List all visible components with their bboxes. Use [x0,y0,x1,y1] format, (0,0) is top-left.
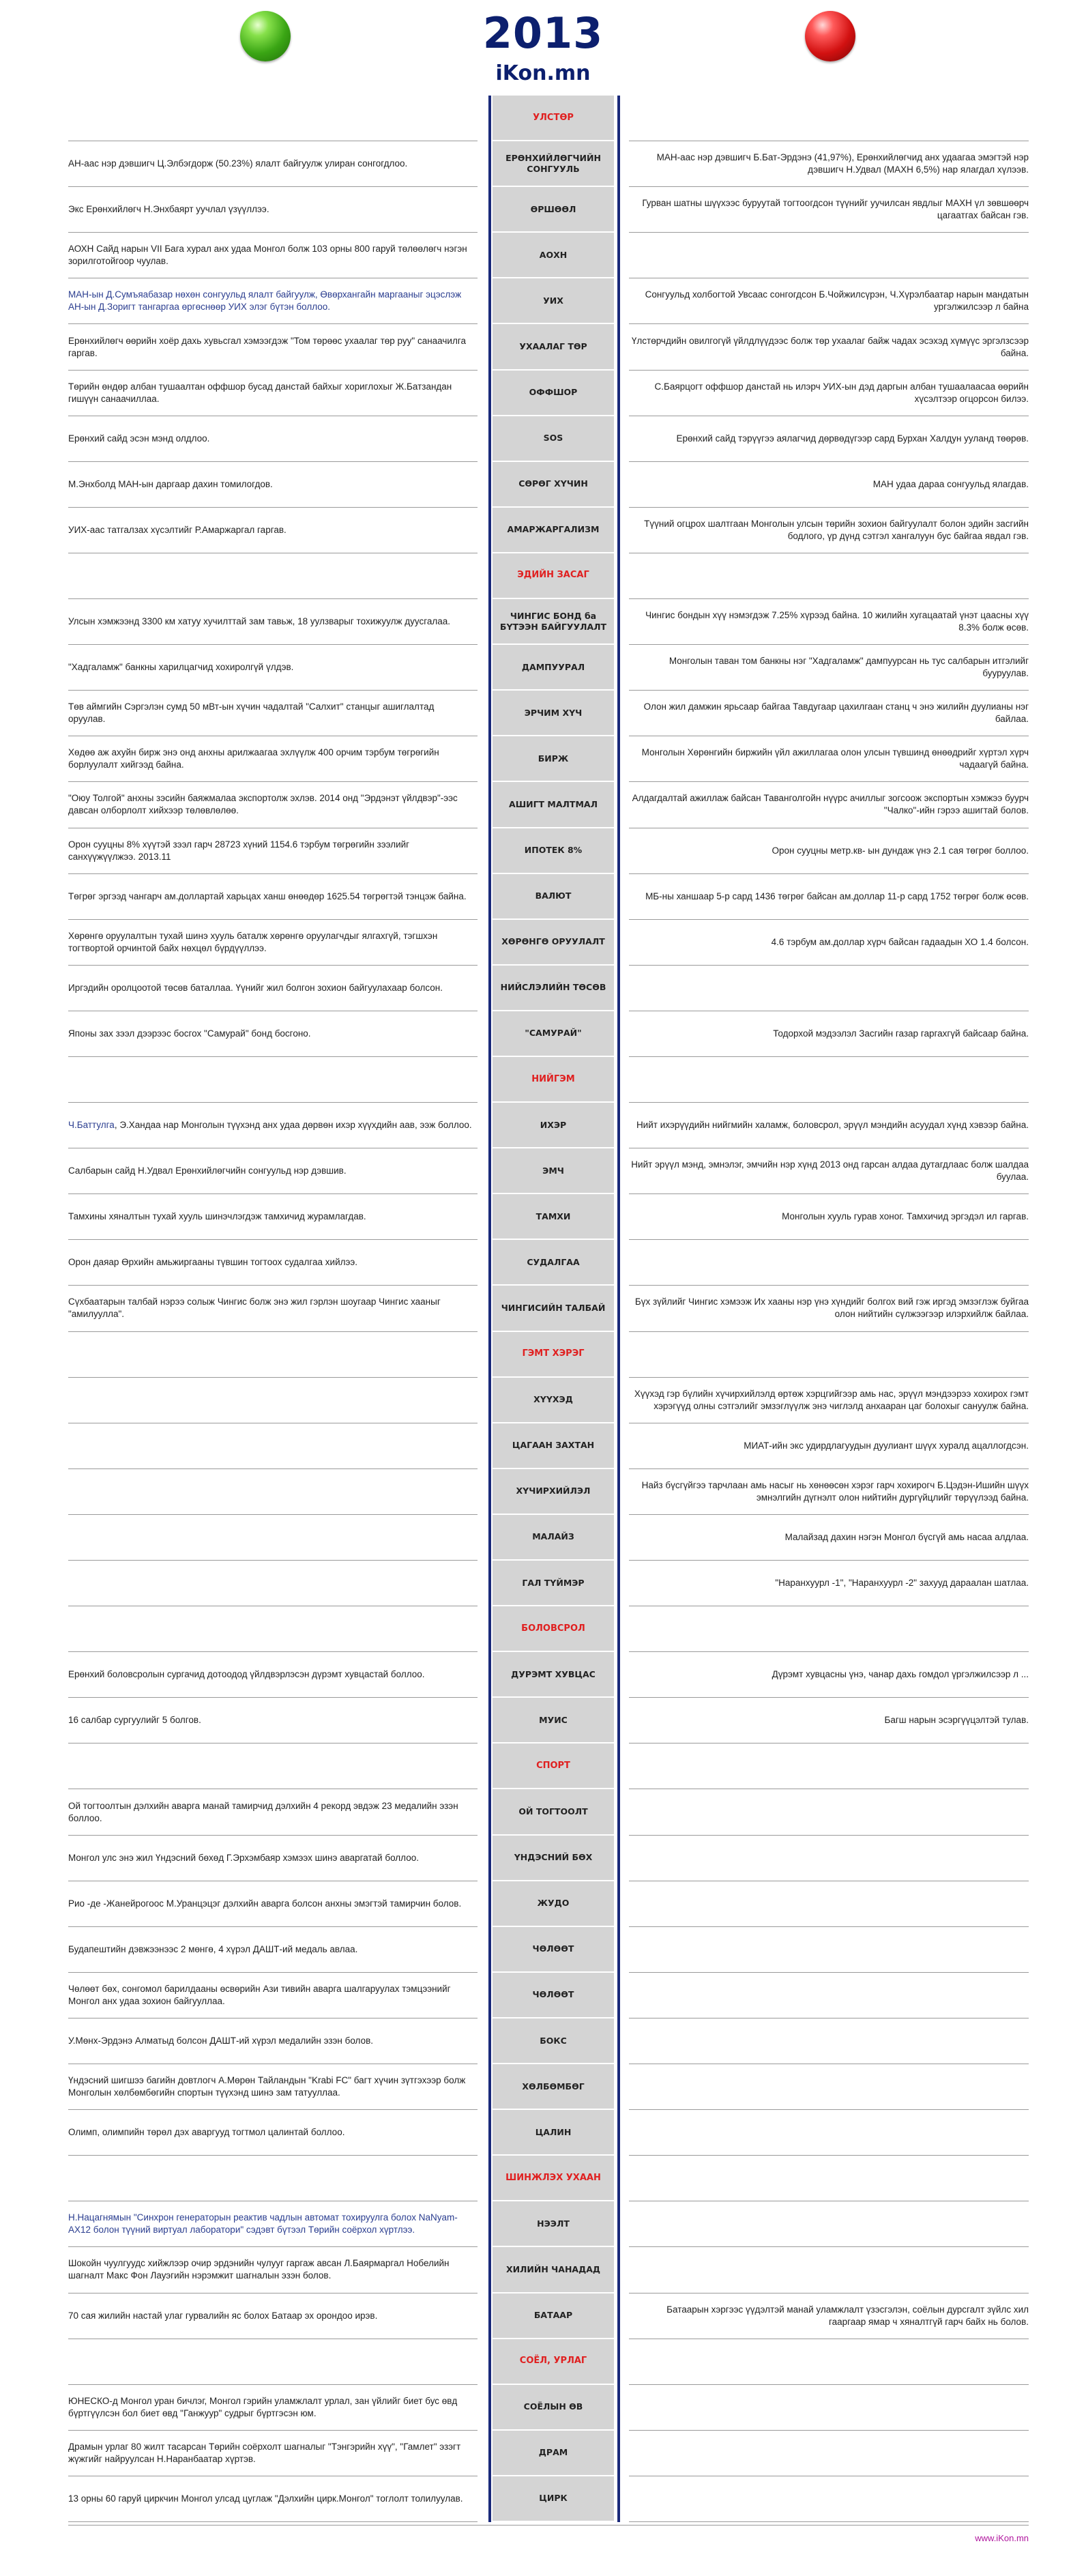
category-label: ЖУДО [493,1881,614,1927]
section-heading: УЛСТӨР [493,96,614,141]
table-row [0,599,1086,645]
category-label: ХӨРӨНГӨ ОРУУЛАЛТ [493,920,614,966]
negative-text: Нийт ихэрүүдийн нийгмийн халамж, боловсрол, эрүүл мэндийн асуудал хүнд хэвээр байна. [636,1120,1029,1131]
negative-cell [629,2110,1029,2156]
table-row [0,2018,1086,2064]
positive-cell [68,1332,478,1378]
positive-text: У.Мөнх-Эрдэнэ Алматыд болсон ДАШТ-ий хүрэл медалийн эзэн болов. [68,2036,374,2046]
table-row [0,2064,1086,2110]
positive-cell [68,1881,478,1927]
negative-cell [629,508,1029,553]
negative-text: Үлстөрчдийн овилгогүй үйлдлүүдээс болж төр ухаалаг байж чадах эсэхэд хүмүүс эргэлзсээр байна. [631,335,1029,358]
negative-text: Түүний огцрох шалтгаан Монголын улсын төрийн зохион байгуулалт болон эдийн засгийн бодлого, үр дүнд сэтгэл хангалуун бус байгаа явдал гэв. [644,518,1029,541]
negative-cell [629,1148,1029,1194]
negative-text: Багш нарын эсэргүүцэлтэй тулав. [884,1715,1029,1726]
section-heading: ШИНЖЛЭХ УХААН [493,2156,614,2201]
negative-cell [629,1057,1029,1103]
negative-cell [629,599,1029,645]
negative-cell [629,645,1029,691]
positive-cell [68,1743,478,1789]
positive-cell [68,1652,478,1698]
negative-cell [629,278,1029,324]
category-label: СУДАЛГАА [493,1240,614,1286]
negative-cell [629,2247,1029,2293]
positive-cell [68,1286,478,1331]
positive-text: "Хадгаламж" банкны харилцагчид хохиролгүй үлдэв. [68,662,294,673]
section-row [0,1057,1086,1103]
table-row [0,1789,1086,1835]
section-row [0,553,1086,599]
positive-text: ЮНЕСКО-д Монгол уран бичлэг, Монгол гэрийн уламжлалт урлал, зан үйлийг биет бус өвд бүртгүүлсэн бол биет өвд "Ганжуур" судрыг бүртгэсэн юм. [68,2395,458,2418]
table-row [0,874,1086,920]
negative-cell [629,2431,1029,2476]
negative-cell [629,324,1029,370]
negative-cell [629,553,1029,599]
negative-text: "Наранхуурл -1", "Наранхуурл -2" захууд дараалан шатлаа. [775,1578,1029,1589]
negative-text: Гурван шатны шүүхээс буруутай тогтоогдсон түүнийг уучилсан явдлыг МАХН үл зөвшөөрч цагаатгах байсан гэв. [642,198,1029,221]
negative-cell [629,187,1029,233]
positive-cell [68,2385,478,2431]
negative-cell [629,371,1029,416]
positive-cell [68,2247,478,2293]
negative-text: Монголын хууль гурав хоног. Тамхичид эргэдэл ил гаргав. [782,1211,1029,1222]
positive-cell [68,599,478,645]
negative-cell [629,1743,1029,1789]
section-row [0,1332,1086,1378]
category-label: БИРЖ [493,736,614,782]
negative-cell [629,1240,1029,1286]
positive-cell [68,508,478,553]
category-label: ЧИНГИСИЙН ТАЛБАЙ [493,1286,614,1331]
positive-cell [68,2431,478,2476]
positive-text: Ерөнхийлөгч өөрийн хоёр дахь хувьсгал хэмээгдэж "Том төрөөс ухаалаг төр руу" санаачилга гаргав. [68,335,466,358]
category-label: ҮНДЭСНИЙ БӨХ [493,1836,614,1881]
positive-cell [68,1515,478,1561]
positive-text: Японы зах зээл дээрээс босгох "Самурай" бонд босгоно. [68,1028,311,1039]
category-label: АШИГТ МАЛТМАЛ [493,782,614,828]
positive-text: Монгол улс энэ жил Үндэсний бөхөд Г.Эрхэмбаяр хэмээх шинэ аваргатай боллоо. [68,1852,419,1863]
category-label: ТАМХИ [493,1194,614,1240]
section-row [0,96,1086,141]
table-row [0,371,1086,416]
header [0,0,1086,96]
negative-cell [629,1011,1029,1057]
positive-cell [68,828,478,874]
positive-cell [68,371,478,416]
positive-cell [68,462,478,508]
table-row [0,141,1086,187]
section-heading: ГЭМТ ХЭРЭГ [493,1332,614,1378]
negative-cell [629,2293,1029,2339]
negative-cell [629,2018,1029,2064]
person-name: Ч.Баттулга [68,1120,115,1131]
section-heading: СОЁЛ, УРЛАГ [493,2339,614,2385]
positive-cell [68,2339,478,2385]
table-row [0,1240,1086,1286]
positive-cell [68,233,478,278]
table-row [0,2385,1086,2431]
negative-cell [629,782,1029,828]
category-label: БАТААР [493,2293,614,2339]
positive-cell [68,1423,478,1469]
category-label: МУИС [493,1698,614,1743]
positive-text: 13 орны 60 гаруй циркчин Монгол улсад цуглаж "Дэлхийн цирк.Монгол" тоглолт толилуулав. [68,2493,463,2504]
negative-text: Найз бүсгүйгээ тарчлаан амь насыг нь хөнөөсөн хэрэг гарч хохирогч Б.Цэдэн-Ишийн шүүх эмнэлгийн дүгнэлт олон нийтийн дургүйцлийг төрүүлээд байна. [641,1479,1029,1503]
positive-text: Ч.Баттулга, Э.Хандаа нар Монголын түүхэнд анх удаа дөрвөн ихэр хүүхдийн аав, ээж боллоо. [68,1120,472,1131]
negative-text: МИАТ-ийн экс удирдлагуудын дуулиант шүүх хуралд ацаллогдсэн. [744,1440,1029,1451]
table-row [0,508,1086,553]
negative-cell [629,1469,1029,1515]
category-label: АОХН [493,233,614,278]
positive-cell [68,1103,478,1148]
table-row [0,1148,1086,1194]
negative-cell [629,233,1029,278]
negative-cell [629,2064,1029,2110]
section-heading: ЭДИЙН ЗАСАГ [493,553,614,599]
positive-cell [68,1606,478,1652]
positive-text: Экс Ерөнхийлөгч Н.Энхбаярт уучлал үзүүллээ. [68,204,269,215]
positive-text: Орон сууцны 8% хүүтэй зээл гарч 28723 хүний 1154.6 тэрбум төгрөгийн зээлийг санхүүжүүлжээ. 2013.11 [68,839,410,862]
table-row [0,1652,1086,1698]
category-label: ЭМЧ [493,1148,614,1194]
positive-cell [68,2293,478,2339]
category-label: ЦИРК [493,2476,614,2522]
negative-cell [629,2385,1029,2431]
table-row [0,645,1086,691]
negative-text: Сонгуульд холбогтой Увсаас сонгогдсон Б.Чойжилсүрэн, Ч.Хүрэлбаатар нарын мандатын ургэлжилсээр л байна [645,289,1029,313]
table-row [0,1698,1086,1743]
negative-text: Алдагдалтай ажиллаж байсан Таванголгойн нүүрс ачиллыг зогсоож экспортын хэмжээ буурч "Чалко"-ийн гэрээ ашигтай болов. [632,793,1029,816]
table-row [0,187,1086,233]
table-row [0,1973,1086,2018]
negative-cell [629,1561,1029,1606]
table-row [0,1423,1086,1469]
positive-cell [68,2476,478,2522]
category-label: ИПОТЕК 8% [493,828,614,874]
table-row [0,2110,1086,2156]
positive-text: Будапештийн дэвжээнээс 2 мөнгө, 4 хүрэл ДАШТ-ий медаль авлаа. [68,1943,358,1954]
positive-text: "Оюу Толгой" анхны зэсийн баяжмалаа экспортолж эхлэв. 2014 онд "Эрдэнэт үйлдвэр"-ээс давсан олборлолт хийхээр төлөвлөлөө. [68,793,458,816]
category-label: ӨРШӨӨЛ [493,187,614,233]
positive-cell [68,1011,478,1057]
table-row [0,1194,1086,1240]
positive-text: Тамхины хяналтын тухай хууль шинэчлэгдэж тамхичид журамлагдав. [68,1211,366,1222]
positive-cell [68,920,478,966]
category-label: ЦАГААН ЗАХТАН [493,1423,614,1469]
positive-cell [68,278,478,324]
table-row [0,1286,1086,1331]
table-row [0,2293,1086,2339]
positive-cell [68,96,478,141]
negative-cell [629,1515,1029,1561]
positive-text: Төгрөг эргээд чангарч ам.доллартай харьцах ханш өнөөдөр 1625.54 төгрөгтэй тэнцэж байна. [68,891,467,901]
table-row [0,233,1086,278]
negative-cell [629,1698,1029,1743]
negative-text: МБ-ны ханшаар 5-р сард 1436 төгрөг байсан ам.доллар 11-р сард 1752 төгрөг болж өсөв. [645,891,1029,901]
category-label: ХИЛИЙН ЧАНАДАД [493,2247,614,2293]
negative-text: Хүүхэд гэр бүлийн хүчирхийлэлд өртөж хэрцгийгээр амь нас, эрүүл мэндээрээ хохирох гэмт хэрэгүүд олны сэтгэлийг эмзэглүүлж энэ чиглэлд анхааран цаг болохыг сануулж байна. [634,1388,1029,1411]
negative-cell [629,416,1029,462]
section-heading: НИЙГЭМ [493,1057,614,1103]
table-row [0,966,1086,1011]
negative-text: 4.6 тэрбум ам.доллар хүрч байсан гадаадын ХО 1.4 болсон. [771,936,1029,947]
negative-text: Орон сууцны метр.кв- ын дундаж үнэ 2.1 сая төгрөг боллоо. [772,845,1029,856]
positive-cell [68,2018,478,2064]
category-label: ЦАЛИН [493,2110,614,2156]
negative-text: МАН удаа дараа сонгуульд ялагдав. [872,478,1029,489]
negative-cell [629,1973,1029,2018]
negative-text: Олон жил дамжин ярьсаар байгаа Тавдугаар цахилгаан станц ч энэ жилийн дуулианы нэг байлаа. [643,701,1029,725]
negative-cell [629,141,1029,187]
positive-text: МАН-ын Д.Сумъяабазар нөхөн сонгуульд ялалт байгуулж, Өвөрхангайн маргааныг эцэслэж АН-ын Д.Зоригт тангаргаа өргөснөөр УИХ элэг бүтэн боллоо. [68,289,462,313]
negative-cell [629,736,1029,782]
negative-cell [629,874,1029,920]
positive-text: Рио -де -Жанейрогоос М.Уранцэцэг дэлхийн аварга болсон анхны эмэгтэй тамирчин болов. [68,1898,462,1909]
positive-text: Иргэдийн оролцоотой төсөв баталлаа. Үүнийг жил болгон зохион байгуулахаар болсон. [68,982,443,993]
category-label: МАЛАЙЗ [493,1515,614,1561]
negative-text: Чингис бондын хүү нэмэгдэж 7.25% хүрээд байна. 10 жилийн хугацаатай үнэт цаасны хүү 8.3% болж өсөв. [645,610,1029,633]
section-row [0,2156,1086,2201]
category-label: SOS [493,416,614,462]
table-row [0,782,1086,828]
table-row [0,2247,1086,2293]
positive-cell [68,1240,478,1286]
positive-cell [68,1927,478,1973]
positive-cell [68,645,478,691]
comparison-table [0,96,1086,2522]
category-label: ИХЭР [493,1103,614,1148]
red-ball-icon [805,11,855,61]
footer-site-link[interactable]: www.iKon.mn [975,2533,1029,2543]
positive-text: М.Энхболд МАН-ын даргаар дахин томилогдов. [68,478,273,489]
category-label: ВАЛЮТ [493,874,614,920]
section-row [0,1606,1086,1652]
table-row [0,920,1086,966]
positive-cell [68,966,478,1011]
positive-text: Орон даяар Өрхийн амьжиргааны түвшин тогтоох судалгаа хийлээ. [68,1257,358,1268]
category-label: НИЙСЛЭЛИЙН ТӨСӨВ [493,966,614,1011]
table-row [0,1881,1086,1927]
category-label: ЭРЧИМ ХҮЧ [493,691,614,736]
positive-text: Ой тогтоолтын дэлхийн аварга манай тамирчид дэлхийн 4 рекорд эвдэж 23 медалийн эзэн боллоо. [68,1800,458,1823]
negative-text: Монголын таван том банкны нэг "Хадгаламж" дампуурсан нь тус салбарын итгэлийг бууруулав. [669,656,1029,679]
positive-cell [68,1561,478,1606]
positive-text: Улсын хэмжээнд 3300 км хатуу хучилттай зам тавьж, 18 уулзварыг тохижуулж дуусгалаа. [68,616,451,627]
footer-divider [68,2525,1029,2526]
negative-text: С.Баярцогт оффшор данстай нь илэрч УИХ-ын дэд даргын албан тушаалаасаа өөрийн хүсэлтээр огцорсон билээ. [654,381,1029,404]
positive-text: Салбарын сайд Н.Удвал Ерөнхийлөгчийн сонгуульд нэр дэвшив. [68,1166,347,1176]
negative-cell [629,2339,1029,2385]
negative-cell [629,1423,1029,1469]
negative-cell [629,2201,1029,2247]
negative-cell [629,1606,1029,1652]
green-ball-icon [240,11,291,61]
positive-cell [68,2201,478,2247]
category-label: ДАМПУУРАЛ [493,645,614,691]
positive-cell [68,691,478,736]
table-row [0,462,1086,508]
positive-text: Чөлөөт бөх, сонгомол барилдааны өсвөрийн Ази тивийн аварга шалгаруулах тэмцээнийг Монгол анх удаа зохион байгууллаа. [68,1983,451,2006]
table-row [0,278,1086,324]
positive-text: Ерөнхий сайд эсэн мэнд олдлоо. [68,433,210,444]
positive-text: Сүхбаатарын талбай нэрээ солыж Чингис болж энэ жил гэрлэн шоугаар Чингис хааныг "амилуулла". [68,1297,441,1320]
category-label: СӨРӨГ ХҮЧИН [493,462,614,508]
positive-text: УИХ-аас татгалзах хүсэлтийг Р.Амаржаргал гаргав. [68,524,287,535]
category-label: ОЙ ТОГТООЛТ [493,1789,614,1835]
negative-cell [629,2156,1029,2201]
negative-cell [629,966,1029,1011]
negative-cell [629,1927,1029,1973]
positive-cell [68,874,478,920]
negative-cell [629,920,1029,966]
category-label: УХААЛАГ ТӨР [493,324,614,370]
section-heading: СПОРТ [493,1743,614,1789]
category-label: НЭЭЛТ [493,2201,614,2247]
negative-cell [629,1378,1029,1423]
page-year: 2013 [482,8,604,58]
positive-text: Драмын урлаг 80 жилт тасарсан Төрийн соёрхолт шагналыг "Тэнгэрийн хүү", "Гамлет" эзэгт жүжгийг найруулсан Н.Наранбаатар хүртэв. [68,2441,461,2464]
negative-cell [629,1652,1029,1698]
negative-text: Монголын Хөрөнгийн биржийн үйл ажиллагаа олон улсын түвшинд өнөөдрийг хүртэл хүрч чадаагүй байна. [641,747,1029,770]
positive-cell [68,1057,478,1103]
positive-cell [68,187,478,233]
positive-cell [68,553,478,599]
positive-cell [68,736,478,782]
negative-cell [629,1836,1029,1881]
positive-text: Төв аймгийн Сэргэлэн сумд 50 мВт-ын хүчин чадалтай "Салхит" станцыг ашиглалтад оруулав. [68,701,435,725]
negative-text: Бүх зүйлийг Чингис хэмээж Их хааны нэр үнэ хүндийг болгох вий гэж иргэд эмзэглэж буйгаа олон нийтийн сүлжээгээр илэрхийлж байлаа. [634,1297,1029,1320]
category-label: ХҮЧИРХИЙЛЭЛ [493,1469,614,1515]
negative-cell [629,1103,1029,1148]
positive-cell [68,2110,478,2156]
positive-cell [68,2064,478,2110]
positive-text: АОХН Сайд нарын VII Бага хурал анх удаа Монгол болж 103 орны 800 гаруй төлөөлөгч нэгэн зорилготойгоор чуулав. [68,244,467,267]
table-row [0,1469,1086,1515]
table-row [0,1927,1086,1973]
category-label: "САМУРАЙ" [493,1011,614,1057]
table-row [0,1011,1086,1057]
positive-cell [68,1836,478,1881]
table-row [0,2476,1086,2522]
negative-cell [629,1194,1029,1240]
table-row [0,1103,1086,1148]
category-label: ХӨЛБӨМБӨГ [493,2064,614,2110]
table-row [0,828,1086,874]
positive-cell [68,1194,478,1240]
table-row [0,1836,1086,1881]
positive-cell [68,2156,478,2201]
positive-cell [68,1789,478,1835]
positive-text: Олимп, олимпийн төрөл дэх аваргууд тогтмол цалинтай боллоо. [68,2127,345,2138]
positive-text: 16 салбар сургуулийг 5 болгов. [68,1715,201,1726]
table-row [0,1561,1086,1606]
negative-text: Дүрэмт хувцасны үнэ, чанар дахь гомдол үргэлжилсээр л ... [772,1669,1029,1680]
positive-cell [68,1148,478,1194]
table-row [0,324,1086,370]
positive-cell [68,1469,478,1515]
site-name: iKon.mn [495,61,591,85]
category-label: УИХ [493,278,614,324]
positive-text: АН-аас нэр дэвшигч Ц.Элбэгдорж (50.23%) ялалт байгуулж улиран сонгогдлоо. [68,158,408,169]
negative-text: Ерөнхий сайд тэрүүгээ аялагчид дөрвөдүгээр сард Бурхан Халдун ууланд төөрөв. [676,433,1029,444]
category-label: ЕРӨНХИЙЛӨГЧИЙН СОНГУУЛЬ [493,141,614,187]
positive-cell [68,782,478,828]
positive-text: Төрийн өндөр албан тушаалтан оффшор бусад данстай байхыг хориглохыг Ж.Батзандан гишүүн санаачиллаа. [68,381,452,404]
table-row [0,2201,1086,2247]
negative-text: Нийт эрүүл мэнд, эмнэлэг, эмчийн нэр хүнд 2013 онд гарсан алдаа дутагдлаас болж шалдаа буулаа. [631,1159,1029,1183]
negative-text: Малайзад дахин нэгэн Монгол бүсгүй амь насаа алдлаа. [784,1531,1029,1542]
category-label: ХҮҮХЭД [493,1378,614,1423]
table-row [0,2431,1086,2476]
category-label: ЧИНГИС БОНД ба БҮТЭЭН БАЙГУУЛАЛТ [493,599,614,645]
negative-text: Батаарын хэргээс үүдэлтэй манай уламжлалт үзэсгэлэн, соёлын дурсгалт зүйлс хил гааргаар ямар ч хяналтгүй гарч байх нь болов. [666,2304,1029,2327]
category-label: АМАРЖАРГАЛИЗМ [493,508,614,553]
table-row [0,1378,1086,1423]
category-label: ДУРЭМТ ХУВЦАС [493,1652,614,1698]
negative-cell [629,1789,1029,1835]
category-label: ЧӨЛӨӨТ [493,1973,614,2018]
category-label: ОФФШОР [493,371,614,416]
positive-text: 70 сая жилийн настай улаг гурвалийн яс болох Батаар эх орондоо ирэв. [68,2310,378,2321]
positive-text: Ерөнхий боловсролын сургачид дотоодод үйлдвэрлэсэн дүрэмт хувцастай боллоо. [68,1669,425,1680]
section-row [0,1743,1086,1789]
negative-cell [629,828,1029,874]
positive-cell [68,324,478,370]
negative-text: Тодорхой мэдээлэл Засгийн газар гаргахгүй байсаар байна. [773,1028,1029,1039]
negative-cell [629,96,1029,141]
negative-cell [629,1332,1029,1378]
category-label: ГАЛ ТҮЙМЭР [493,1561,614,1606]
section-row [0,2339,1086,2385]
positive-cell [68,416,478,462]
negative-cell [629,691,1029,736]
positive-cell [68,1698,478,1743]
negative-cell [629,2476,1029,2522]
positive-cell [68,141,478,187]
positive-cell [68,1378,478,1423]
positive-text: Шокойн чуулгуудс хийжлээр очир эрдэнийн чулууг гаргаж авсан Л.Баярмаргал Нобелийн шагналт Макс Фон Лауэгийн нэрэмжит шагналын эзэн болов. [68,2258,450,2281]
positive-text: Хөрөнгө оруулалтын тухай шинэ хууль баталж хөрөнгө оруулагчдыг ялгахгүй, тэгшхэн тогтвортой орчинтой байх нөхцөл бүрдүүллээ. [68,930,438,953]
negative-cell [629,462,1029,508]
table-row [0,736,1086,782]
negative-cell [629,1286,1029,1331]
positive-text: Үндэсний шигшээ багийн довтлогч А.Мөрөн Тайландын "Krabi FC" багт хүчин зүтгэхээр болж Монголын хөлбөмбөгийн спортын түүхэнд шинэ зам татууллаа. [68,2075,466,2098]
positive-cell [68,1973,478,2018]
table-row [0,691,1086,736]
category-label: СОЁЛЫН ӨВ [493,2385,614,2431]
positive-text: Н.Нацагнямын "Синхрон генераторын реактив чадлын автомат тохируулга болох NaNyam-AX12 болон түүний виртуал лаборатори" сэдэвт бүтээл Төрийн соёрхол хүртлээ. [68,2212,458,2235]
negative-text: МАН-аас нэр дэвшигч Б.Бат-Эрдэнэ (41,97%), Ерөнхийлөгчид анх удаагаа эмэгтэй нэр дэвшигч Н.Удвал (МАХН 6,5%) нар ялагдал хүлээв. [656,152,1029,175]
category-label: ДРАМ [493,2431,614,2476]
category-label: БОКС [493,2018,614,2064]
positive-text: Хөдөө аж ахуйн бирж энэ онд анхны арилжаагаа эхлүүлж 400 орчим тэрбум төгрөгийн борлуулалт хийгээд байна. [68,747,439,770]
table-row [0,1515,1086,1561]
section-heading: БОЛОВСРОЛ [493,1606,614,1652]
table-row [0,416,1086,462]
category-label: ЧӨЛӨӨТ [493,1927,614,1973]
negative-cell [629,1881,1029,1927]
